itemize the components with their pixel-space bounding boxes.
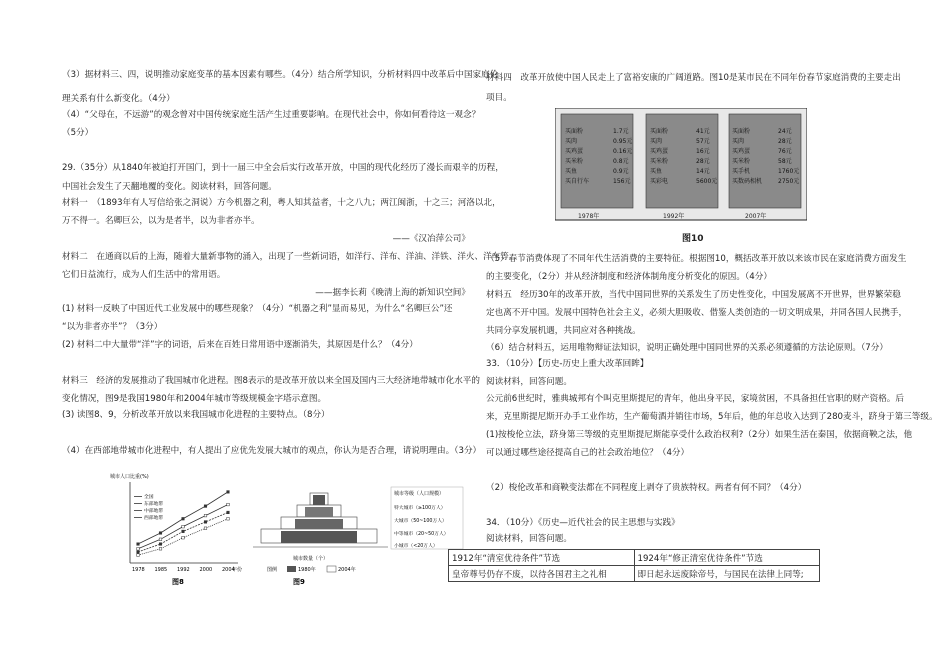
material2-cont: 它们日益流行，成为人们生活中的常用语。: [62, 270, 226, 280]
fig8-data-point: [159, 532, 162, 535]
q33-subq2: （2）梭伦改革和商鞅变法都在不同程度上剥夺了贵族特权。两者有何不同？（4分）: [486, 483, 807, 493]
fig8-data-point: [204, 521, 207, 524]
subq2: (2) 材料二中大量带“洋”字的词语，后来在百姓日常用语中逐渐消失，其原因是什么？（4分）: [62, 340, 418, 350]
figure-9-pyramid: [253, 485, 465, 588]
q34-intro: 阅读材料，回答问题。: [486, 534, 572, 544]
material1-cont: 万不得一。名卿巨公，以为是者半，以为非者亦半。: [62, 216, 260, 226]
table-cell: 1924年“修正清室优待条件”节选: [634, 550, 820, 566]
fig8-ylabel: 城市人口比重(%): [110, 474, 149, 480]
fig8-data-point: [204, 527, 207, 530]
pyramid-bar: [281, 531, 357, 543]
fig8-data-point: [182, 525, 185, 528]
q4-text: （4）“父母在，不远游”的观念曾对中国传统家庭生活产生过重要影响。在现代社会中，你如何看待这一观念？: [62, 110, 481, 120]
fig9-legend-2004: 2004年: [338, 567, 356, 573]
q3-text: （3）据材料三、四，说明推动家庭变革的基本因素有哪些。（4分）结合所学知识，分析材料四中改革后中国家庭伦: [62, 70, 499, 80]
material5: 材料五 经历30年的改革开放，当代中国同世界的关系发生了历史性变化，中国发展离不开世界，世界繁荣稳: [486, 290, 901, 300]
fig9-legend-swatch-1980: [287, 566, 296, 572]
fig8-data-point: [137, 547, 140, 550]
subq6: （6）结合材料五，运用唯物辩证法知识，说明正确处理中国同世界的关系必须遵循的方法论原则。（7分）: [486, 343, 888, 353]
fig8-x-tick: 1992: [177, 567, 190, 573]
subq3: (3) 读图8、9，分析改革开放以来我国城市化进程的主要特点。（8分）: [62, 410, 330, 420]
fig8-data-point: [159, 538, 162, 541]
fig8-x-tick: 2000: [199, 567, 213, 573]
fig8-data-point: [227, 511, 230, 514]
fig8-x-tick: 年份: [232, 567, 243, 573]
fig9-grade: 小城市（<20万人）: [394, 544, 438, 549]
fig8-data-point: [182, 517, 185, 520]
material1-source: ——《汉冶萍公司》: [392, 234, 470, 244]
figure-10: [555, 108, 807, 226]
figure-10-frame: [555, 108, 807, 226]
pyramid-axis-label: 城市数量（个）: [293, 556, 329, 562]
material4-cont: 项目。: [486, 93, 512, 103]
fig10-year-1978: 1978年: [578, 213, 600, 220]
table-cell: 皇帝尊号仍存不废，以待各国君主之礼相: [449, 566, 635, 582]
fig8-data-point: [137, 554, 140, 557]
material1: 材料一 （1893年有人写信给张之洞说）方今机器之利，粤人知其益者，十之八九；两江闽浙，十之三；河洛以北，: [62, 198, 501, 208]
table-row: [449, 550, 820, 566]
q33-title: 33．（10分）【历史-历史上重大改革回眸】: [486, 359, 649, 369]
fig8-x-tick: 2004: [222, 567, 235, 573]
q29-text: 29.（35分）从1840年被迫打开国门，到十一届三中全会后实行改革开放，中国的现代化经历了漫长而艰辛的历程，: [62, 163, 504, 173]
subq5-cont: 的主要变化，（2分）并从经济制度和经济体制角度分析变化的原因。（4分）: [486, 272, 772, 282]
material3-cont: 变化情况，图9是我国1980年和2004年城市等级规模金字塔示意图。: [62, 394, 327, 404]
pyramid-bar: [305, 507, 333, 517]
fig10-card-1978: 买面粉 1.7元 买肉 0.95元 买鸡蛋 0.16元 买米粉 0.8元 买鱼 0.9元 买自行车 156元: [565, 128, 633, 185]
fig8-legend-label: 西部地带: [144, 516, 164, 521]
q33-para: 公元前6世纪时，雅典城邦有个叫克里斯提尼的青年，他出身平民，家境贫困，不具备担任官职的财产资格。后: [486, 394, 904, 404]
q34-title: 34．（10分）《历史—近代社会的民主思想与实践》: [486, 518, 680, 528]
material2: 材料二 在通商以后的上海，随着大量新事物的涌入，出现了一些新词语，如洋行、洋布、洋油、洋铁、洋火、洋车等。: [62, 252, 518, 262]
fig9-legend-swatch-2004: [327, 566, 336, 572]
subq5: （5）春节消费体现了不同年代生活消费的主要特征。根据图10，概括改革开放以来该市民在家庭消费方面发生: [486, 254, 907, 264]
fig8-data-point: [227, 491, 230, 494]
fig10-card-1992: 买面粉 41元 买肉 57元 买鸡蛋 16元 买米粉 28元 买鱼 14元 买彩电 5600元: [650, 128, 718, 185]
material4: 材料四 改革开放使中国人民走上了富裕安康的广阔道路。图10是某市民在不同年份春节家庭消费的主要走出: [486, 73, 901, 83]
q34-table: [448, 549, 820, 582]
fig9-legend-prefix: 图例: [267, 567, 278, 573]
q33-intro: 阅读材料，回答问题。: [486, 377, 572, 387]
fig8-legend-label: 东部地带: [144, 502, 164, 507]
fig9-legend-1980: 1980年: [298, 567, 316, 573]
subq1: (1) 材料一反映了中国近代工业发展中的哪些现象？（4分）“机器之利”显而易见，为什么“名卿巨公”还: [62, 304, 453, 314]
fig10-card-2007: 买面粉 24元 买肉 28元 买鸡蛋 76元 买米粉 58元 买手机 1760元 买数码相机 2750元: [732, 128, 800, 185]
fig8-data-point: [182, 536, 185, 539]
fig8-legend-label: 中部地带: [144, 509, 164, 514]
fig8-caption: 图8: [172, 578, 184, 586]
pyramid-bar: [295, 519, 343, 529]
fig8-data-point: [204, 514, 207, 517]
fig8-data-point: [137, 543, 140, 546]
fig8-data-point: [159, 543, 162, 546]
fig8-data-point: [227, 503, 230, 506]
fig8-x-tick: 1985: [154, 567, 168, 573]
pyramid-bar: [313, 495, 325, 505]
q29-text-cont: 中国社会发生了天翻地覆的变化。阅读材料，回答问题。: [62, 182, 277, 192]
fig8-data-point: [204, 505, 207, 508]
material2-source: ——据李长莉《晚清上海的新知识空间》: [315, 288, 470, 298]
fig8-data-point: [159, 547, 162, 550]
material3: 材料三 经济的发展推动了我国城市化进程。图8表示的是改革开放以来全国及国内三大经济地带城市化水平的: [62, 376, 480, 386]
subq4: （4）在西部地带城市化进程中，有人提出了应优先发展大城市的观点，你认为是否合理，请说明理由。（3分）: [62, 446, 482, 456]
q4-text-cont: （5分）: [62, 128, 94, 138]
fig8-legend-label: 全国: [144, 495, 154, 500]
fig9-grade: 特大城市（≥100万人）: [394, 506, 446, 511]
fig10-caption: 图10: [682, 234, 704, 244]
fig9-legend-title: 城市等级（人口规模）: [394, 491, 445, 497]
fig10-year-1992: 1992年: [663, 213, 685, 220]
q33-subq1-cont: 可以通过哪些途径提高自己的社会政治地位？（4分）: [486, 448, 690, 458]
material5-cont: 定也离不开中国。发展中国特色社会主义，必须大胆吸收、借鉴人类创造的一切文明成果，并同各国人民携手，: [486, 308, 908, 318]
figure-8-line-chart: [108, 470, 243, 588]
fig8-data-point: [137, 551, 140, 554]
table-row: [449, 566, 820, 582]
fig9-grade: 中等城市（20~50万人）: [394, 532, 449, 537]
table-cell: 即日起永远废除帝号，与国民在法律上同等;: [634, 566, 820, 582]
material5-cont2: 共同分享发展机遇，共同应对各种挑战。: [486, 326, 641, 336]
fig9-caption: 图9: [293, 578, 305, 586]
fig8-data-point: [182, 530, 185, 533]
fig9-grade: 大城市（50~100万人）: [394, 519, 447, 524]
q33-subq1: (1)按梭伦立法，跻身第三等级的克里斯提尼斯能享受什么政治权利?（2分）如果生活在秦国，依据商鞅之法，他: [486, 430, 913, 440]
q33-para-cont: 来，克里斯提尼斯开办手工业作坊，生产葡萄酒并销往市场，5年后，他的年总收入达到了280麦斗，跻身于第三等级。: [486, 412, 938, 422]
fig8-data-point: [227, 517, 230, 520]
fig8-x-tick: 1978: [132, 567, 145, 573]
table-cell: 1912年“清室优待条件”节选: [449, 550, 635, 566]
fig10-year-2007: 2007年: [745, 213, 767, 220]
subq1-cont: “以为非者亦半”？（3分）: [62, 322, 163, 332]
q3-text-cont: 理关系有什么新变化。（4分）: [62, 94, 175, 104]
